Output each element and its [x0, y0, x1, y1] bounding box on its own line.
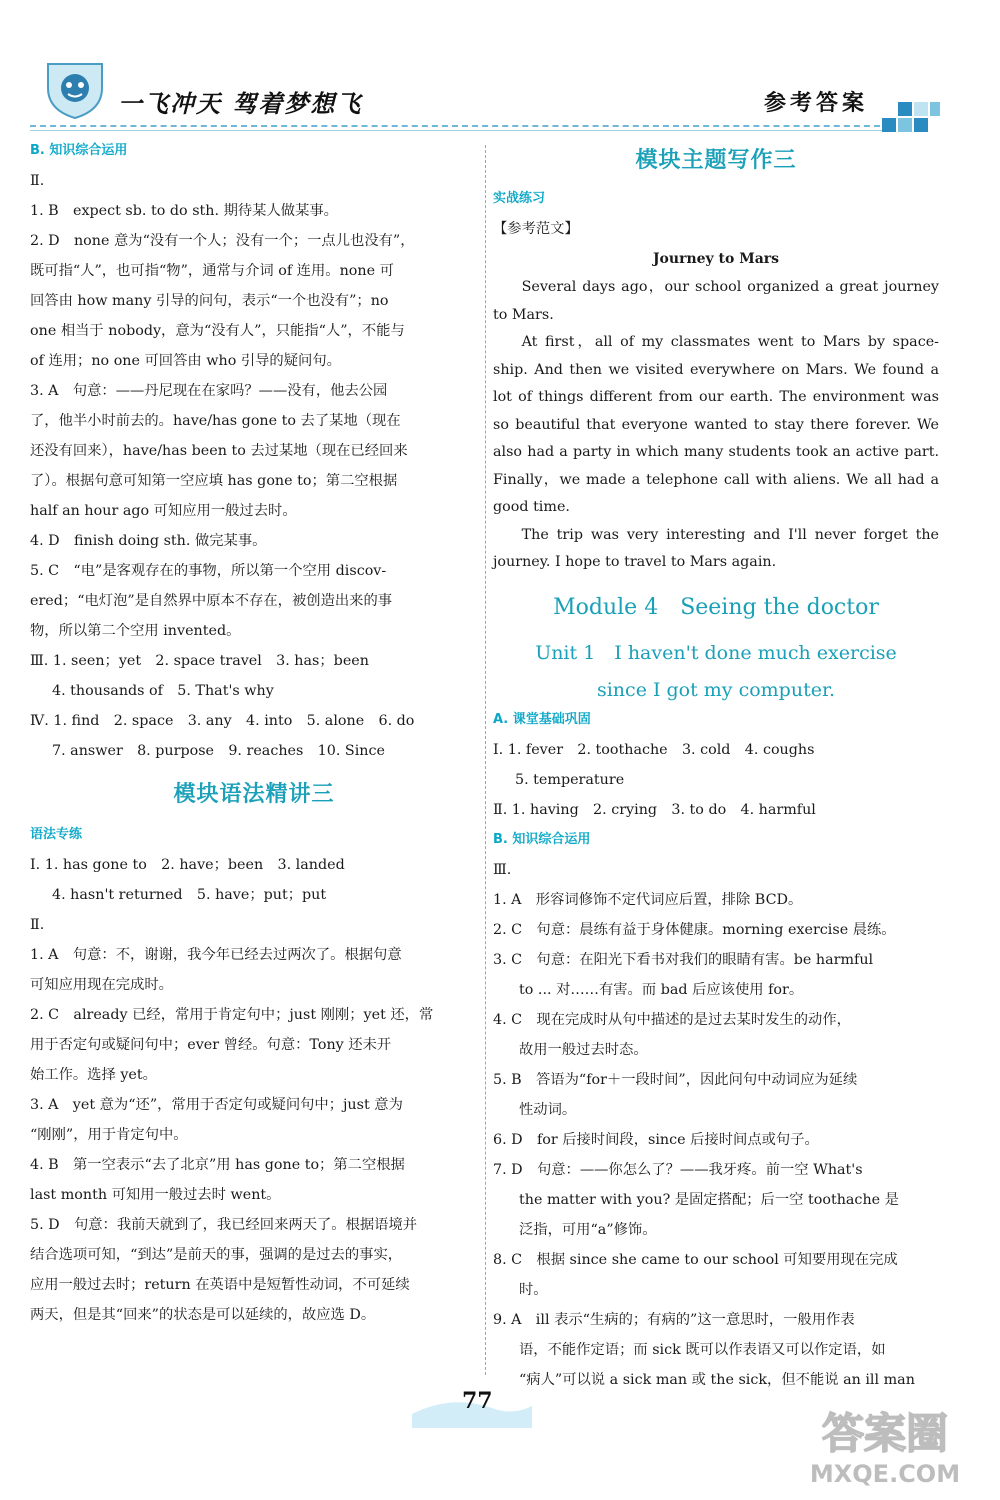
answer-line: 4. thousands of 5. That's why [52, 683, 274, 699]
answer-line: 物，所以第二个空用 invented。 [30, 623, 241, 639]
answer-line: 两天，但是其“回来”的状态是可以延续的，故应选 D。 [30, 1307, 376, 1323]
watermark-text: 答案圈 [821, 1409, 949, 1458]
essay-paragraph: Several days ago，our school organized a great journey to Mars. [493, 279, 939, 323]
answer-line: 1. A 句意：不，谢谢，我今年已经去过两次了。根据句意 [30, 947, 402, 963]
answer-line: 1. A 形容词修饰不定代词应后置，排除 BCD。 [493, 891, 803, 908]
answer-line: Ⅱ. [30, 173, 45, 189]
answer-line: 9. A ill 表示“生病的；有病的”这一意思时，一般用作表 [493, 1311, 855, 1328]
answer-line: “病人”可以说 a sick man 或 the sick，但不能说 an ill man [519, 1371, 915, 1388]
answer-line: Ⅳ. 1. find 2. space 3. any 4. into 5. alone 6. do [30, 713, 415, 729]
answer-line: 语，不能作定语；而 sick 既可以作表语又可以作定语，如 [519, 1341, 886, 1358]
answer-line: 5. D 句意：我前天就到了，我已经回来两天了。根据语境并 [30, 1217, 418, 1233]
answer-line: 泛指，可用“a”修饰。 [519, 1221, 657, 1238]
answer-line: 5. temperature [515, 771, 625, 788]
answer-line: “刚刚”，用于肯定句中。 [30, 1127, 188, 1143]
section-subheading: B. 知识综合运用 [30, 143, 128, 158]
sample-label: 【参考范文】 [493, 221, 579, 237]
section-title: 模块语法精讲三 [173, 782, 335, 807]
right-answer-list [493, 705, 939, 1395]
answer-line: 4. hasn't returned 5. have；put；put [52, 887, 327, 903]
answer-line: Ⅰ. 1. has gone to 2. have；been 3. landed [30, 857, 345, 873]
answer-line: 始工作。选择 yet。 [30, 1067, 157, 1083]
unit-title-line2: since I got my computer. [596, 678, 835, 701]
answer-line: 还没有回来），have/has been to 去过某地（现在已经回来 [30, 443, 408, 459]
answer-line: 7. D 句意：——你怎么了？——我牙疼。前一空 What's [493, 1161, 863, 1178]
answer-line: Ⅱ. [30, 917, 45, 933]
header-slogan: 一飞冲天 驾着梦想飞 [118, 90, 363, 118]
answer-line: 6. D for 后接时间段，since 后接时间点或句子。 [493, 1131, 819, 1148]
answer-line: 5. C “电”是客观存在的事物，所以第一个空用 discov- [30, 563, 387, 579]
answer-line: 5. B 答语为“for＋一段时间”，因此问句中动词应为延续 [493, 1071, 858, 1088]
watermark-url: MXQE.COM [809, 1460, 961, 1488]
answer-line: 2. C 句意：晨练有益于身体健康。morning exercise 晨练。 [493, 921, 896, 938]
essay-body [493, 274, 939, 577]
answer-line: half an hour ago 可知应用一般过去时。 [30, 503, 297, 519]
answer-line: 应用一般过去时；return 在英语中是短暂性动词，不可延续 [30, 1277, 410, 1293]
answer-line: 了，他半小时前去的。have/has gone to 去了某地（现在 [30, 413, 401, 429]
shield-logo-icon [40, 58, 110, 120]
answer-line: 4. D finish doing sth. 做完某事。 [30, 533, 267, 549]
answer-line: 3. A 句意：——丹尼现在在家吗？——没有，他去公园 [30, 383, 388, 399]
page-header [0, 0, 1000, 140]
answer-line: 结合选项可知，“到达”是前天的事，强调的是过去的事实， [30, 1247, 403, 1263]
watermark-logo [790, 1400, 980, 1490]
answer-line: 故用一般过去时态。 [519, 1041, 648, 1058]
section-subheading: A. 课堂基础巩固 [493, 711, 591, 727]
answer-line: ered；“电灯泡”是自然界中原本不存在，被创造出来的事 [30, 593, 393, 609]
answer-line: 性动词。 [519, 1101, 577, 1118]
answer-line: 1. B expect sb. to do sth. 期待某人做某事。 [30, 203, 338, 219]
unit-title-line1: Unit 1 I haven't done much exercise [535, 641, 897, 664]
module-title: Module 4 Seeing the doctor [553, 594, 879, 620]
essay-title: Journey to Mars [652, 251, 780, 267]
section-subheading: 语法专练 [30, 827, 83, 842]
answer-line: 7. answer 8. purpose 9. reaches 10. Since [52, 743, 385, 759]
header-answer-title: 参考答案 [764, 91, 869, 116]
answer-line: Ⅱ. 1. having 2. crying 3. to do 4. harmful [493, 801, 816, 818]
essay-paragraph: The trip was very interesting and I'll never forget the journey. I hope to travel to Mars again. [493, 526, 939, 570]
answer-line: to ... 对……有害。而 bad 后应该使用 for。 [519, 981, 804, 998]
answer-line: 4. B 第一空表示“去了北京”用 has gone to；第二空根据 [30, 1157, 405, 1173]
answer-line: Ⅲ. [493, 861, 512, 878]
answer-line: 8. C 根据 since she came to our school 可知要用现在完成 [493, 1251, 898, 1268]
answer-line: the matter with you? 是固定搭配；后一空 toothache 是 [519, 1191, 899, 1208]
answer-line: 既可指“人”，也可指“物”，通常与介词 of 连用。none 可 [30, 263, 394, 279]
answer-line: Ⅲ. 1. seen；yet 2. space travel 3. has；been [30, 653, 369, 669]
answer-line: Ⅰ. 1. fever 2. toothache 3. cold 4. coughs [493, 741, 815, 758]
header-divider-thin [30, 130, 890, 131]
answer-line: 了）。根据句意可知第一空应填 has gone to；第二空根据 [30, 473, 398, 489]
page-number: 77 [462, 1388, 493, 1414]
left-column [30, 136, 478, 1330]
answer-line: 回答由 how many 引导的问句，表示“一个也没有”；no [30, 293, 389, 309]
answer-line: one 相当于 nobody，意为“没有人”，只能指“人”，不能与 [30, 323, 405, 339]
answer-line: last month 可知用一般过去时 went。 [30, 1187, 281, 1203]
column-divider [485, 145, 486, 1375]
essay-paragraph: At first，all of my classmates went to Mars by space-ship. And then we visited everywhere on Mars. We found a lot of things different from our earth. The environment was so beautiful that everyone wanted to stay there forever. We also had a party in which many students took an active part. Finally，we made a telephone call with aliens. We all had a good time. [493, 334, 939, 515]
header-squares-icon [880, 96, 942, 136]
answer-line: 3. C 句意：在阳光下看书对我们的眼睛有害。be harmful [493, 951, 874, 968]
writing-section-title: 模块主题写作三 [635, 148, 797, 173]
answer-line: 4. C 现在完成时从句中描述的是过去某时发生的动作， [493, 1011, 851, 1028]
answer-line: 时。 [519, 1281, 548, 1298]
answer-line: 可知应用现在完成时。 [30, 977, 173, 993]
answer-line: 2. D none 意为“没有一个人；没有一个；一点儿也没有”， [30, 233, 415, 249]
section-subheading: B. 知识综合运用 [493, 831, 591, 847]
practice-label: 实战练习 [493, 191, 546, 206]
answer-line: 3. A yet 意为“还”，常用于否定句或疑问句中；just 意为 [30, 1097, 403, 1113]
answer-line: 2. C already 已经，常用于肯定句中；just 刚刚；yet 还，常 [30, 1007, 434, 1023]
answer-line: 用于否定句或疑问句中；ever 曾经。句意：Tony 还未开 [30, 1037, 392, 1053]
answer-line: of 连用；no one 可回答由 who 引导的疑问句。 [30, 353, 341, 369]
right-column [493, 136, 939, 1395]
header-divider [30, 125, 890, 127]
